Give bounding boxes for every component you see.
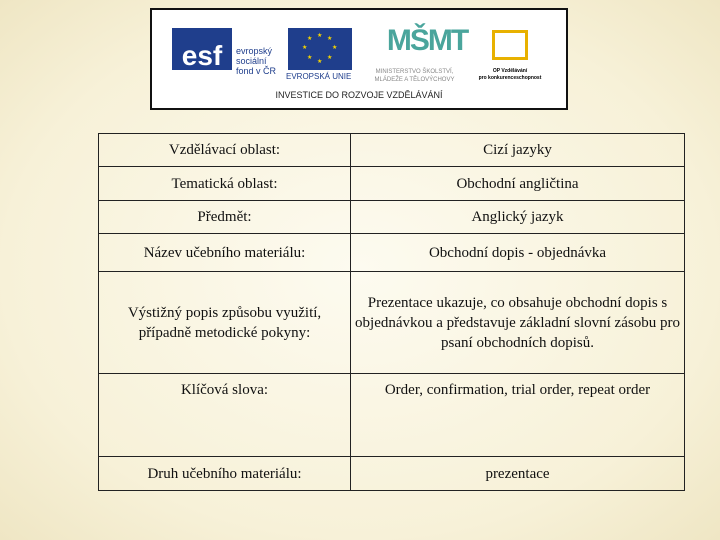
op-vk-logo-text: OP Vzdělávání pro konkurenceschopnost bbox=[478, 68, 542, 81]
row-label: Druh učebního materiálu: bbox=[99, 457, 351, 491]
row-value: Obchodní dopis - objednávka bbox=[351, 234, 685, 272]
eu-logo-text: EVROPSKÁ UNIE bbox=[286, 72, 352, 81]
slogan: INVESTICE DO ROZVOJE VZDĚLÁVÁNÍ bbox=[275, 90, 443, 100]
op-vk-logo bbox=[492, 30, 528, 60]
row-label: Předmět: bbox=[99, 201, 351, 234]
table-row bbox=[99, 272, 685, 374]
table-row bbox=[99, 374, 685, 457]
row-value: Order, confirmation, trial order, repeat order bbox=[351, 374, 685, 457]
table-row bbox=[99, 167, 685, 201]
row-label: Výstižný popis způsobu využití, případně metodické pokyny: bbox=[99, 272, 351, 374]
row-value: Obchodní angličtina bbox=[351, 167, 685, 201]
table-row bbox=[99, 457, 685, 491]
funding-logos-banner bbox=[150, 8, 568, 110]
material-info-table bbox=[98, 133, 685, 491]
row-label: Tematická oblast: bbox=[99, 167, 351, 201]
msmt-logo-text: MINISTERSTVO ŠKOLSTVÍ, MLÁDEŽE A TĚLOVÝCHOVY bbox=[374, 69, 455, 83]
table-row bbox=[99, 234, 685, 272]
eu-flag-logo: ★ ★ ★ ★ ★ ★ ★ ★ bbox=[288, 28, 352, 70]
esf-logo-text: evropský sociální fond v ČR bbox=[236, 46, 277, 76]
row-label: Název učebního materiálu: bbox=[99, 234, 351, 272]
row-value: Cizí jazyky bbox=[351, 134, 685, 167]
row-value: Anglický jazyk bbox=[351, 201, 685, 234]
row-value: prezentace bbox=[351, 457, 685, 491]
esf-logo: esf bbox=[172, 28, 232, 70]
row-label: Klíčová slova: bbox=[99, 374, 351, 457]
row-label: Vzdělávací oblast: bbox=[99, 134, 351, 167]
msmt-logo: MŠMT bbox=[386, 24, 468, 57]
table-row bbox=[99, 134, 685, 167]
row-value: Prezentace ukazuje, co obsahuje obchodní dopis s objednávkou a představuje základní slovní zásobu pro psaní obchodních dopisů. bbox=[351, 272, 685, 374]
table-row bbox=[99, 201, 685, 234]
